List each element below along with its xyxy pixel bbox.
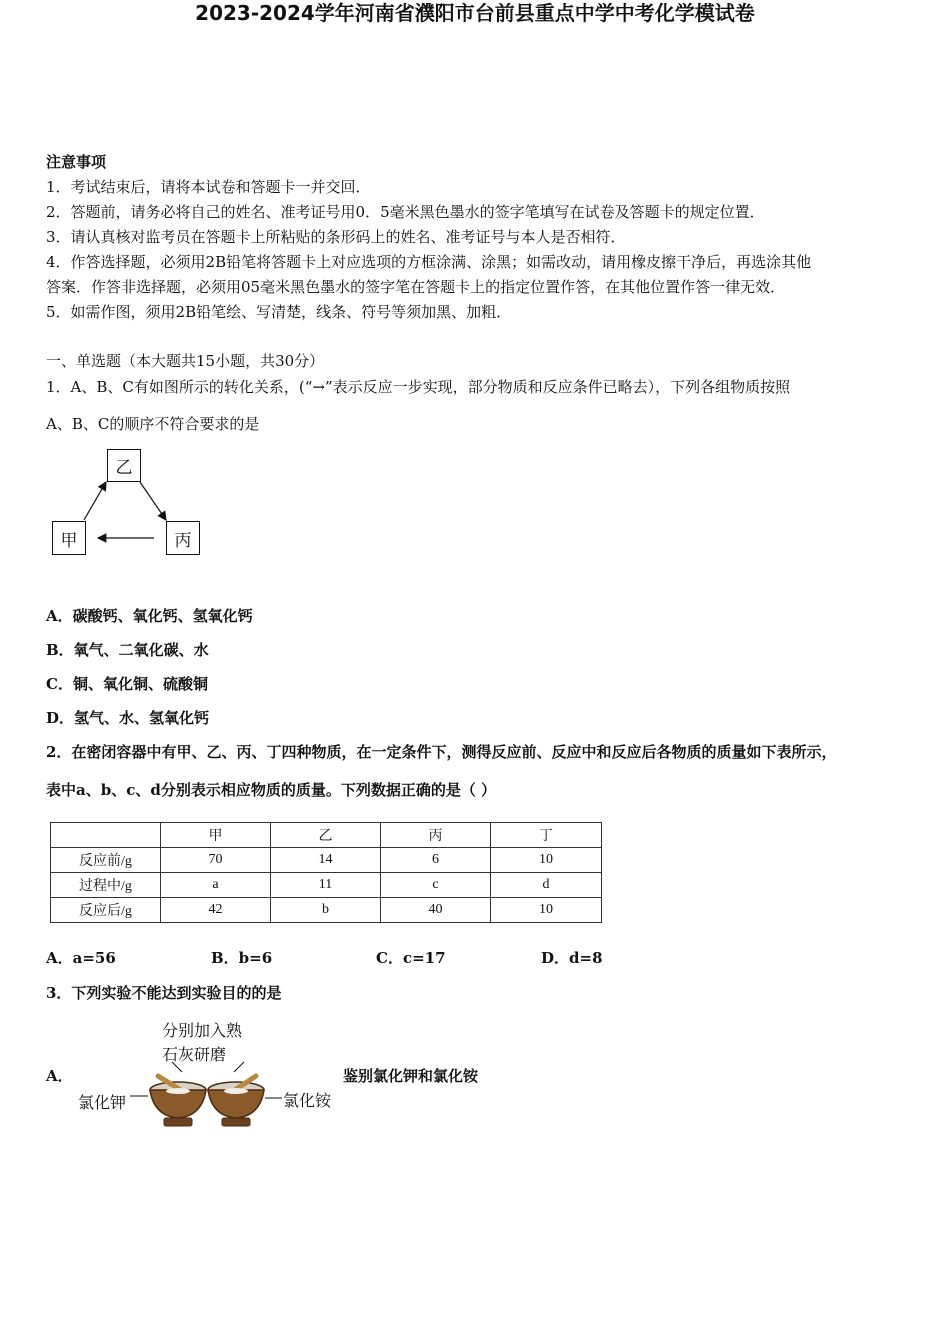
table-row: [51, 898, 602, 923]
table-header-row: [51, 823, 602, 848]
notice-item-5: 5．如需作图，须用2B铅笔绘、写清楚，线条、符号等须加黑、加粗．: [46, 303, 512, 321]
mass-table: [50, 822, 602, 923]
table-header-cell: 甲: [161, 823, 271, 848]
figure-label-left: 氯化钾: [78, 1093, 127, 1112]
table-cell: 反应前/g: [51, 848, 161, 873]
table-cell: 反应后/g: [51, 898, 161, 923]
table-cell: 42: [161, 898, 271, 923]
q3-option-a-label: A．: [46, 1067, 73, 1085]
table-cell: a: [161, 873, 271, 898]
table-cell: 过程中/g: [51, 873, 161, 898]
q3-option-a-text: 鉴别氯化钾和氯化铵: [343, 1067, 479, 1085]
diagram-node-right: 丙: [166, 521, 200, 555]
table-cell: c: [381, 873, 491, 898]
notice-item-1: 1．考试结束后，请将本试卷和答题卡一并交回．: [46, 178, 371, 196]
table-cell: b: [271, 898, 381, 923]
notice-heading: 注意事项: [46, 153, 107, 171]
table-cell: 14: [271, 848, 381, 873]
mortar-right: [208, 1076, 264, 1126]
q1-option-b: B．氧气、二氧化碳、水: [46, 641, 209, 659]
q1-stem-line1: 1．A、B、C有如图所示的转化关系，(“→”表示反应一步实现，部分物质和反应条件已略去），下列各组物质按照: [46, 378, 791, 396]
table-cell: d: [491, 873, 602, 898]
table-header-cell: 丁: [491, 823, 602, 848]
diagram-node-top: 乙: [107, 449, 141, 482]
notice-item-3: 3．请认真核对监考员在答题卡上所粘贴的条形码上的姓名、准考证号与本人是否相符．: [46, 228, 626, 246]
notice-item-4: 4．作答选择题，必须用2B铅笔将答题卡上对应选项的方框涂满、涂黑；如需改动，请用橡皮擦干净后，再选涂其他: [46, 253, 812, 271]
table-cell: 10: [491, 848, 602, 873]
pointer-line-left: [172, 1062, 182, 1072]
figure-label-right: 氯化铵: [283, 1091, 332, 1110]
q3-stem: 3．下列实验不能达到实验目的的是: [46, 984, 282, 1002]
mortar-figure: [130, 1060, 290, 1132]
q2-option-b: B．b=6: [211, 949, 273, 967]
figure-label-top-2: 石灰研磨: [162, 1045, 227, 1064]
diagram-arrows: [40, 440, 220, 570]
q2-stem-line2: 表中a、b、c、d分别表示相应物质的质量。下列数据正确的是（ ）: [46, 781, 497, 799]
table-row: [51, 873, 602, 898]
notice-item-4-cont: 答案．作答非选择题，必须用05毫米黑色墨水的签字笔在答题卡上的指定位置作答，在其他位置作答一律无效．: [46, 278, 786, 296]
table-row: [51, 848, 602, 873]
q1-option-d: D．氢气、水、氢氧化钙: [46, 709, 210, 727]
diagram-node-left: 甲: [52, 521, 86, 555]
mortar-left: [150, 1076, 206, 1126]
figure-label-top-1: 分别加入熟: [162, 1021, 243, 1040]
q2-option-d: D．d=8: [541, 949, 603, 967]
arrow-top-to-right: [140, 482, 166, 520]
arrow-left-to-top: [84, 482, 106, 520]
q1-option-c: C．铜、氧化铜、硫酸铜: [46, 675, 208, 693]
q1-stem-line2: A、B、C的顺序不符合要求的是: [46, 415, 260, 433]
page-title: 2023-2024学年河南省濮阳市台前县重点中学中考化学模试卷: [195, 1, 755, 25]
section-heading: 一、单选题（本大题共15小题，共30分）: [46, 352, 325, 370]
notice-item-2: 2．答题前，请务必将自己的姓名、准考证号用0．5毫米黑色墨水的签字笔填写在试卷及答题卡的规定位置．: [46, 203, 765, 221]
table-header-cell: 丙: [381, 823, 491, 848]
table-cell: 6: [381, 848, 491, 873]
q2-option-a: A．a=56: [46, 949, 116, 967]
table-cell: 11: [271, 873, 381, 898]
pointer-line-right: [234, 1062, 244, 1072]
q1-option-a: A．碳酸钙、氧化钙、氢氧化钙: [46, 607, 253, 625]
table-header-cell: 乙: [271, 823, 381, 848]
table-header-cell: [51, 823, 161, 848]
q2-option-c: C．c=17: [376, 949, 446, 967]
table-cell: 70: [161, 848, 271, 873]
table-cell: 40: [381, 898, 491, 923]
table-cell: 10: [491, 898, 602, 923]
q2-stem-line1: 2．在密闭容器中有甲、乙、丙、丁四种物质，在一定条件下，测得反应前、反应中和反应后各物质的质量如下表所示，: [46, 743, 837, 761]
